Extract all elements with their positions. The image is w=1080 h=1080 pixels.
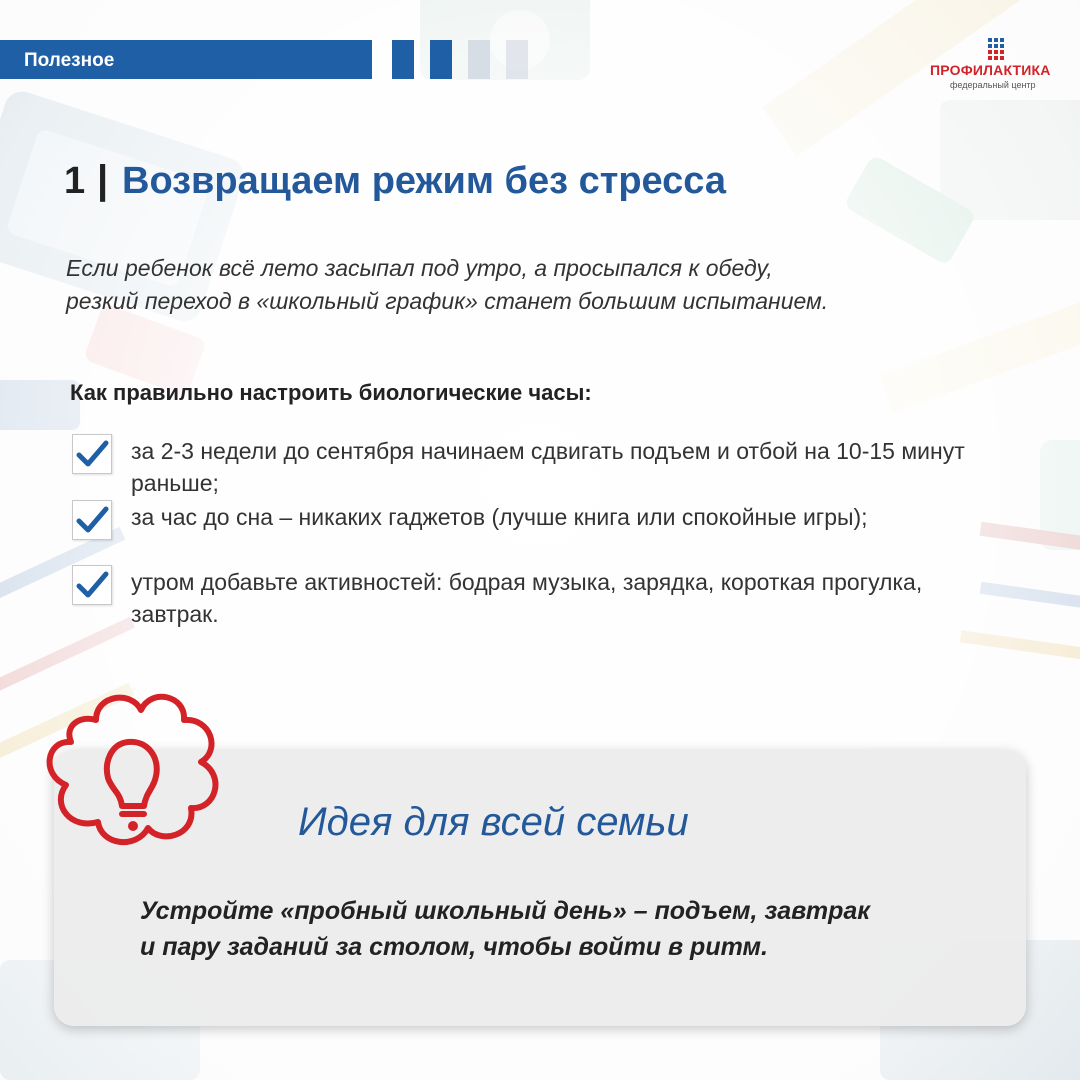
idea-line-2: и пару заданий за столом, чтобы войти в ритм. — [140, 933, 768, 961]
intro-line-2: резкий переход в «школьный график» станет большим испытанием. — [66, 288, 829, 314]
idea-title: Идея для всей семьи — [298, 800, 689, 844]
checkmark-icon — [72, 434, 112, 474]
tip-item: утром добавьте активностей: бодрая музыка, зарядка, короткая прогулка, завтрак. — [131, 569, 923, 627]
logo-name: ПРОФИЛАКТИКА — [930, 62, 1051, 78]
intro-paragraph — [66, 252, 828, 318]
title-separator: | — [97, 158, 109, 202]
header-decoration — [392, 40, 532, 79]
checkmark-icon — [72, 500, 112, 540]
idea-text — [140, 893, 870, 965]
checkmark-icon — [72, 565, 112, 605]
logo — [930, 36, 1062, 94]
intro-line-1: Если ребенок всё лето засыпал под утро, а просыпался к обеду, — [66, 255, 773, 281]
lightbulb-icon — [36, 680, 236, 865]
tip-item: за 2-3 недели до сентября начинаем сдвигать подъем и отбой на 10-15 минут раньше; — [131, 438, 965, 496]
section-label: Полезное — [24, 50, 115, 71]
tips-heading: Как правильно настроить биологические часы: — [70, 380, 592, 405]
logo-grid-icon — [930, 36, 1062, 62]
logo-subtitle: федеральный центр — [950, 80, 1036, 90]
idea-line-1: Устройте «пробный школьный день» – подъем, завтрак — [140, 897, 870, 925]
page-title: Возвращаем режим без стресса — [122, 160, 727, 202]
tip-item: за час до сна – никаких гаджетов (лучше книга или спокойные игры); — [131, 504, 868, 530]
title-number: 1 — [64, 160, 86, 202]
